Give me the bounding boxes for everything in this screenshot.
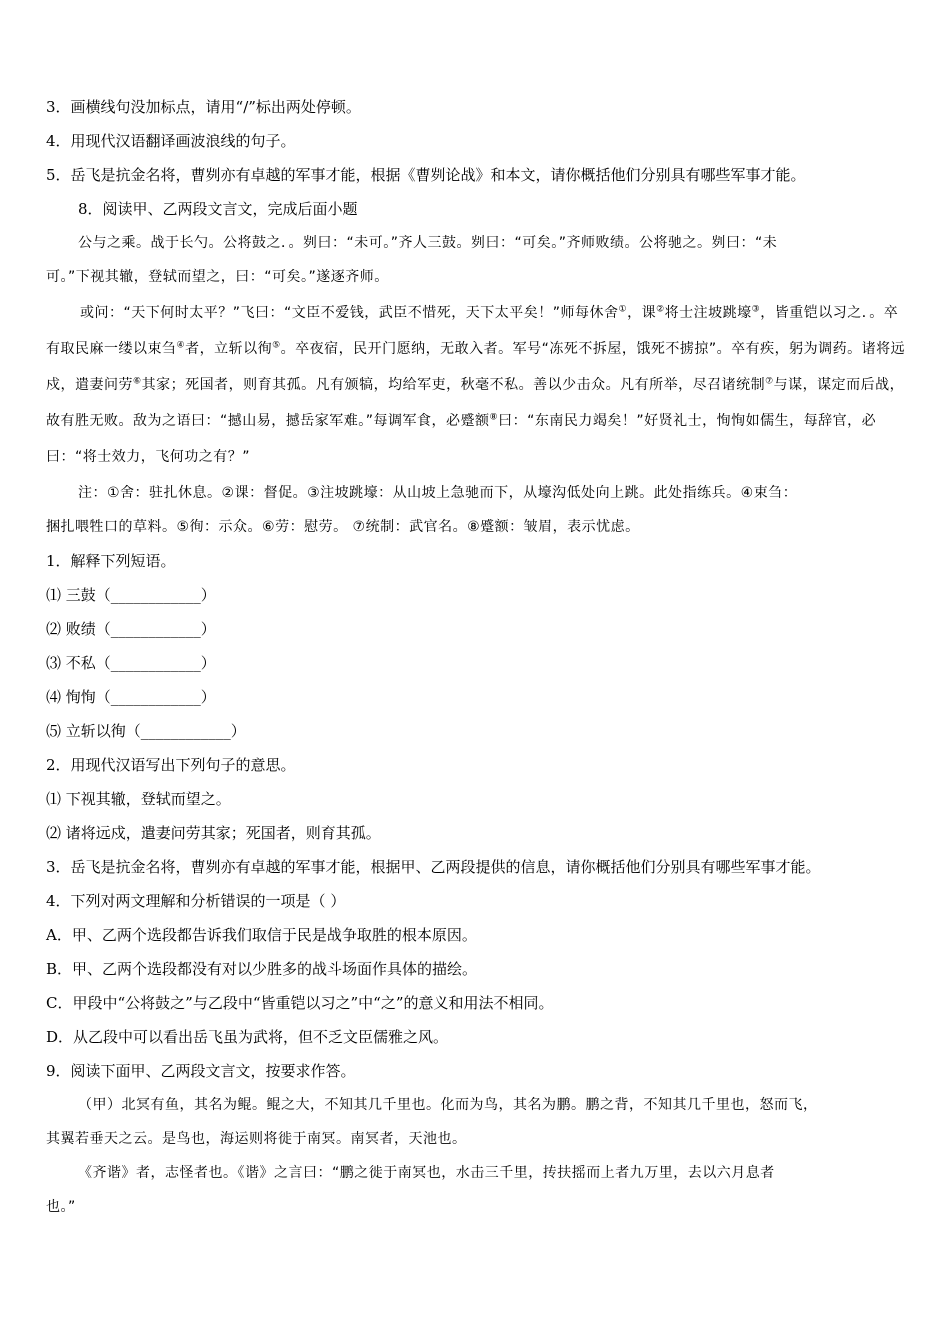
passage9-yi-line-2: 也。” xyxy=(46,1199,76,1215)
question-9-title: 9．阅读下面甲、乙两段文言文，按要求作答。 xyxy=(46,1062,356,1080)
passage-jia-line-2: 可。”下视其辙，登轼而望之，曰：“可矣。”遂逐齐师。 xyxy=(46,269,389,285)
question-5-military-talent: 5．岳飞是抗金名将，曹刿亦有卓越的军事才能，根据《曹刿论战》和本文，请你概括他们分别具有哪些军事才能。 xyxy=(46,166,806,184)
footnote-1: ① xyxy=(618,304,628,315)
translate-item-2: ⑵ 诸将远戍，遣妻问劳其家；死国者，则育其孤。 xyxy=(46,824,381,842)
blank-item-4: ⑷ 恂恂（____________） xyxy=(46,688,216,706)
question-4-translate: 4．用现代汉语翻译画波浪线的句子。 xyxy=(46,132,296,150)
passage-jia-line-1: 公与之乘。战于长勺。公将鼓之．。刿曰：“未可。”齐人三鼓。刿曰：“可矣。”齐师败绩。公将驰之。刿曰：“未 xyxy=(78,235,778,251)
blank-item-5: ⑸ 立斩以徇（____________） xyxy=(46,722,246,740)
notes-line-1: 注：①舍：驻扎休息。②课：督促。③注坡跳壕：从山坡上急驰而下，从壕沟低处向上跳。此处指练兵。④束刍： xyxy=(78,485,798,501)
passage9-jia-line-1: （甲）北冥有鱼，其名为鲲。鲲之大，不知其几千里也。化而为鸟，其名为鹏。鹏之背，不知其几千里也，怒而飞， xyxy=(78,1097,818,1113)
question-3-punctuation: 3．画横线句没加标点，请用“/”标出两处停顿。 xyxy=(46,98,361,116)
footnote-8: ⑧ xyxy=(489,412,499,423)
footnote-5: ⑤ xyxy=(272,340,281,351)
footnote-7: ⑦ xyxy=(765,376,774,387)
subquestion-2: 2．用现代汉语写出下列句子的意思。 xyxy=(46,756,296,774)
passage9-jia-line-2: 其翼若垂天之云。是鸟也，海运则将徙于南冥。南冥者，天池也。 xyxy=(46,1131,467,1147)
translate-item-1: ⑴ 下视其辙，登轼而望之。 xyxy=(46,790,231,808)
option-d: D．从乙段中可以看出岳飞虽为武将，但不乏文臣儒雅之风。 xyxy=(46,1028,449,1046)
subquestion-3: 3．岳飞是抗金名将，曹刿亦有卓越的军事才能，根据甲、乙两段提供的信息，请你概括他们分别具有哪些军事才能。 xyxy=(46,858,821,876)
option-b: B．甲、乙两个选段都没有对以少胜多的战斗场面作具体的描绘。 xyxy=(46,960,478,978)
question-8-title: 8．阅读甲、乙两段文言文，完成后面小题 xyxy=(78,200,358,218)
footnote-3: ③ xyxy=(751,304,761,315)
exam-page xyxy=(0,96,950,1218)
option-c: C．甲段中“公将鼓之”与乙段中“皆重铠以习之”中“之”的意义和用法不相同。 xyxy=(46,994,554,1012)
notes-line-2: 捆扎喂牲口的草料。⑤徇：示众。⑥劳：慰劳。 ⑦统制：武官名。⑧蹙额：皱眉，表示忧虑。 xyxy=(46,519,640,535)
blank-item-3: ⑶ 不私（____________） xyxy=(46,654,216,672)
blank-item-2: ⑵ 败绩（____________） xyxy=(46,620,216,638)
footnote-4: ④ xyxy=(176,340,186,351)
footnote-6: ⑥ xyxy=(133,376,142,387)
footnote-2: ② xyxy=(656,304,665,315)
blank-item-1: ⑴ 三鼓（____________） xyxy=(46,586,216,604)
subquestion-1: 1．解释下列短语。 xyxy=(46,552,176,570)
subquestion-4: 4．下列对两文理解和分析错误的一项是（ ） xyxy=(46,892,346,910)
passage-yi: 或问：“天下何时太平？”飞曰：“文臣不爱钱，武臣不惜死，天下太平矣！”师每休舍①，课②将士注坡跳壕③，皆重铠以习之．。卒有取民麻一缕以束刍④者，立斩以徇⑤。卒夜宿，民开门愿纳，无敢入者。军号“冻死不拆屋，饿死不掳掠”。卒有疾，躬为调药。诸将远戍，遣妻问劳⑥其家；死国者，则育其孤。凡有颁犒，均给军吏，秋毫不私。善以少击众。凡有所举，尽召诸统制⑦与谋，谋定而后战，故有胜无败。敌为之语曰：“撼山易，撼岳家军难。”每调军食，必蹙额⑧曰：“东南民力竭矣！”好贤礼士，恂恂如儒生，每辞官，必曰：“将士效力，飞何功之有？” xyxy=(46,304,906,465)
passage9-yi-line-1: 《齐谐》者，志怪者也。《谐》之言曰：“鹏之徙于南冥也，水击三千里，抟扶摇而上者九万里，去以六月息者 xyxy=(78,1165,775,1181)
option-a: A．甲、乙两个选段都告诉我们取信于民是战争取胜的根本原因。 xyxy=(46,926,477,944)
